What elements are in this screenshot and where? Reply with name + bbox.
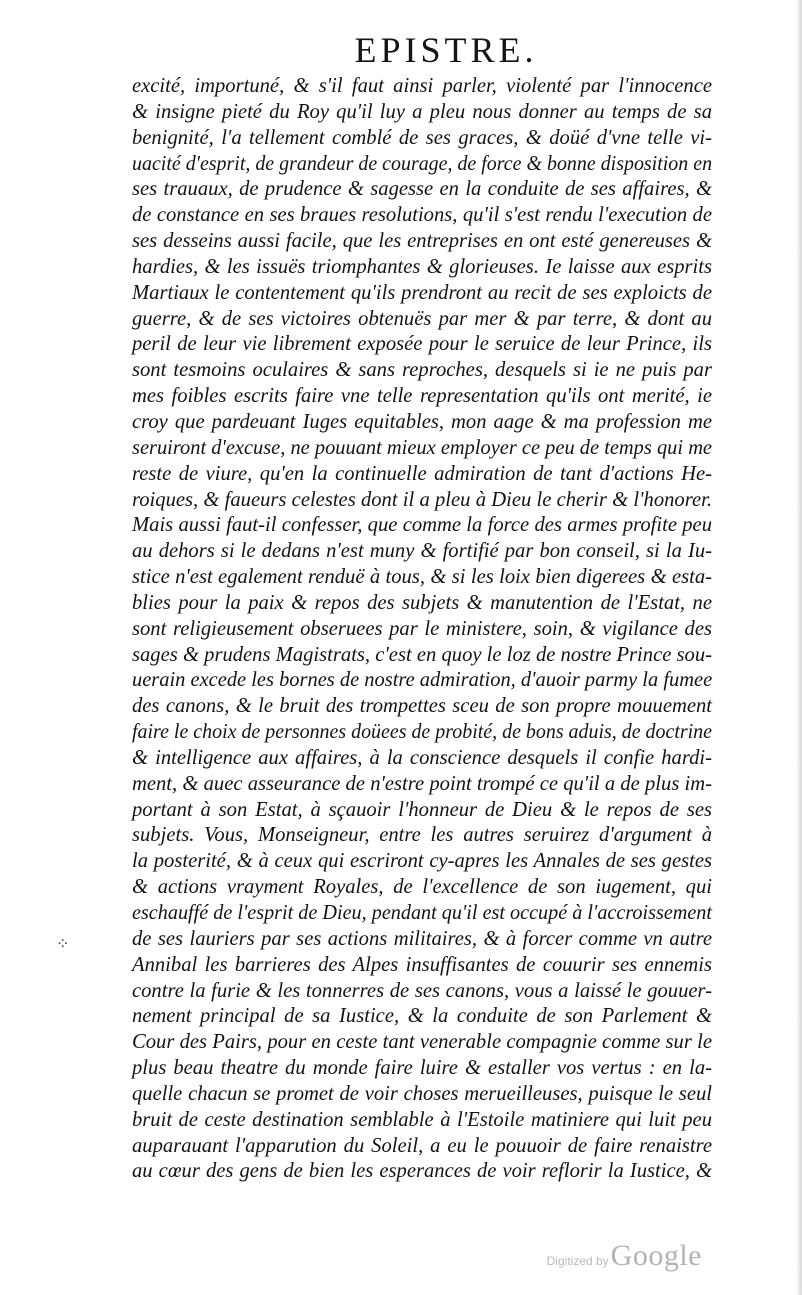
page-edge-shadow (796, 0, 802, 1295)
text-line: plus beau theatre du monde faire luire & estaller vos vertus : en la- (132, 1057, 712, 1080)
text-line: subjets. Vous, Monseigneur, entre les autres seruirez d'argument à (132, 824, 712, 847)
text-line: de constance en ses braues resolutions, qu'il s'est rendu l'execution de (132, 204, 712, 227)
text-line: Martiaux le contentement qu'ils prendront au recit de ses exploicts de (132, 281, 712, 304)
text-line: la posterité, & à ceux qui escriront cy-apres les Annales de ses gestes (132, 850, 712, 873)
text-line: Annibal les barrieres des Alpes insuffisantes de couurir ses ennemis (132, 953, 712, 976)
text-line: mes foibles escrits faire vne telle representation qu'ils ont merité, ie (132, 385, 712, 408)
text-line: & insigne pieté du Roy qu'il luy a pleu nous donner au temps de sa (132, 100, 712, 123)
text-line: & actions vrayment Royales, de l'excellence de son iugement, qui (132, 876, 712, 899)
watermark-prefix: Digitized by (546, 1254, 609, 1268)
text-line: contre la furie & les tonnerres de ses canons, vous a laissé le gouuer- (132, 979, 712, 1002)
text-line: guerre, & de ses victoires obtenuës par mer & par terre, & dont au (132, 307, 712, 330)
text-line: uerain excede les bornes de nostre admiration, d'auoir parmy la fumee (132, 669, 713, 692)
text-line: sont tesmoins oculaires & sans reproches, desquels si ie ne puis par (132, 359, 712, 382)
text-line: nement principal de sa Iustice, & la conduite de son Parlement & (132, 1005, 712, 1028)
text-line: ses trauaux, de prudence & sagesse en la conduite de ses affaires, & (132, 178, 712, 201)
text-line: sont religieusement obseruees par le ministere, soin, & vigilance des (132, 617, 712, 640)
text-line: Cour des Pairs, pour en ceste tant venerable compagnie comme sur le (132, 1031, 712, 1054)
text-line: bruit de ceste destination semblable à l'Estoile matiniere qui luit peu (132, 1108, 712, 1131)
text-line: sages & prudens Magistrats, c'est en quoy le loz de nostre Prince sou- (132, 643, 712, 666)
running-head: EPISTRE. (354, 30, 538, 70)
text-line: seruiront d'excuse, ne pouuant mieux employer ce peu de temps qui me (132, 436, 712, 459)
text-line: & intelligence aux affaires, à la conscience desquels il confie hardi- (132, 746, 712, 769)
text-line: reste de viure, qu'en la continuelle admiration de tant d'actions He- (132, 462, 712, 485)
text-line: roiques, & faueurs celestes dont il a pleu à Dieu le cherir & l'honorer. (132, 488, 712, 511)
text-line: stice n'est egalement renduë à tous, & si les loix bien digerees & esta- (132, 566, 712, 589)
text-line: portant à son Estat, à sçauoir l'honneur de Dieu & le repos de ses (132, 798, 712, 821)
ink-speck: ⁘ (56, 936, 70, 953)
text-line: benignité, l'a tellement comblé de ses graces, & doüé d'vne telle vi- (132, 126, 712, 149)
text-line: Mais aussi faut-il confesser, que comme la force des armes profite peu (132, 514, 712, 537)
text-line: hardies, & les issuës triomphantes & glorieuses. Ie laisse aux esprits (132, 255, 712, 278)
text-line: faire le choix de personnes doüees de probité, de bons aduis, de doctrine (132, 721, 712, 744)
text-line: des canons, & le bruit des trompettes sceu de son propre mouuement (132, 695, 712, 718)
google-logo: Google (610, 1239, 702, 1272)
google-watermark (547, 1239, 702, 1273)
text-line: croy que pardeuant Iuges equitables, mon aage & ma profession me (132, 410, 712, 433)
text-line: quelle chacun se promet de voir choses merueilleuses, puisque le seul (132, 1082, 712, 1105)
text-line: auparauant l'apparution du Soleil, a eu le pouuoir de faire renaistre (132, 1134, 712, 1157)
text-line: de ses lauriers par ses actions militaires, & à forcer comme vn autre (132, 927, 712, 950)
text-line: peril de leur vie librement exposée pour le seruice de leur Prince, ils (132, 333, 712, 356)
text-line: ment, & auec asseurance de n'estre point trompé ce qu'il a de plus im- (132, 772, 712, 795)
body-text (132, 74, 712, 1185)
text-line: eschauffé de l'esprit de Dieu, pendant qu'il est occupé à l'accroissement (132, 902, 712, 924)
text-line: au cœur des gens de bien les esperances de voir reflorir la Iustice, & (132, 1160, 712, 1183)
text-line: blies pour la paix & repos des subjets & manutention de l'Estat, ne (132, 591, 712, 614)
text-line: ses desseins aussi facile, que les entreprises en ont esté genereuses & (132, 230, 712, 253)
text-line: excité, importuné, & s'il faut ainsi parler, violenté par l'innocence (132, 75, 712, 97)
text-line: au dehors si le dedans n'est muny & fortifié par bon conseil, si la Iu- (132, 540, 712, 563)
text-line: uacité d'esprit, de grandeur de courage, de force & bonne disposition en (132, 152, 713, 175)
